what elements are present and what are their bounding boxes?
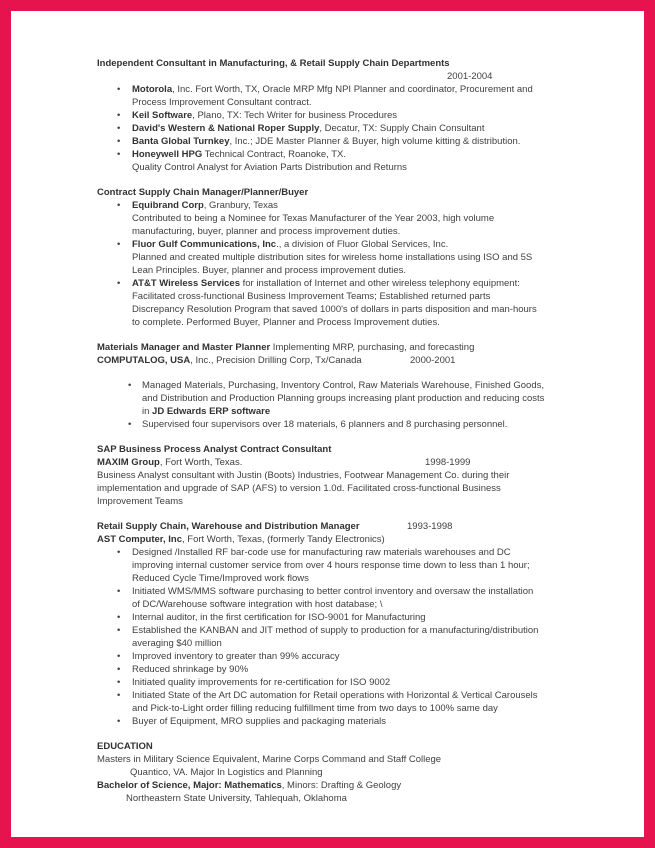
bullet-item-continuation: Contributed to being a Nominee for Texas Manufacturer of the Year 2003, high volume (132, 213, 495, 224)
body-line: Improvement Teams (97, 496, 183, 507)
bullet-icon: • (117, 136, 121, 147)
bullet-item-continuation: Process Improvement Consultant contract. (132, 97, 312, 108)
bullet-item: • Initiated WMS/MMS software purchasing to better control inventory and oversaw the installation (117, 586, 534, 597)
employer-line: 2000-2001 COMPUTALOG, USA, Inc., Precision Drilling Corp, Tx/Canada (97, 355, 456, 366)
education-line: Bachelor of Science, Major: Mathematics, Minors: Drafting & Geology (97, 780, 402, 791)
body-line: implementation and upgrade of SAP (AFS) to version 1.0d. Facilitated cross-functional Business (97, 483, 501, 494)
job-title-line: 1993-1998 Retail Supply Chain, Warehouse and Distribution Manager (97, 521, 453, 532)
employer-line: AST Computer, Inc, Fort Worth, Texas, (formerly Tandy Electronics) (97, 534, 385, 545)
date-range: 1993-1998 (407, 521, 453, 532)
bullet-icon: • (117, 200, 121, 211)
job-title-line: Materials Manager and Master Planner Implementing MRP, purchasing, and forecasting (97, 342, 475, 353)
bullet-item-continuation: to complete. Performed Buyer, Planner and Process Improvement duties. (132, 317, 440, 328)
bullet-item-continuation: Facilitated cross-functional Business Improvement Teams; Established returned parts (132, 291, 491, 302)
job-title-line: Contract Supply Chain Manager/Planner/Buyer (97, 187, 309, 198)
bullet-item: • Designed /Installed RF bar-code use for manufacturing raw materials warehouses and DC (117, 547, 511, 558)
bullet-item-continuation: manufacturing, buyer, planner and process improvement duties. (132, 226, 401, 237)
bullet-item: • AT&T Wireless Services for installation of Internet and other wireless telephony equipment: (117, 278, 520, 289)
education-heading: EDUCATION (97, 741, 153, 752)
bullet-item-continuation: Quality Control Analyst for Aviation Parts Distribution and Returns (132, 162, 407, 173)
bullet-icon: • (117, 586, 121, 597)
bullet-item: • Equibrand Corp, Granbury, Texas (117, 200, 278, 211)
spacer (95, 174, 624, 186)
bullet-icon: • (117, 278, 121, 289)
job-title-line: SAP Business Process Analyst Contract Consultant (97, 444, 332, 455)
bullet-item-continuation: improving internal customer service from over 4 hours response time down to less than 1 hour; (132, 560, 530, 571)
date-range: 2000-2001 (410, 355, 456, 366)
bullet-item-continuation: Lean Principles. Buyer, planner and process improvement duties. (132, 265, 407, 276)
bullet-item-continuation: Planned and created multiple distribution sites for wireless home installations using ISO and 5S (132, 252, 533, 263)
bullet-item-continuation: of DC/Warehouse software integration with host database; \ (132, 599, 383, 610)
bullet-item: • Fluor Gulf Communications, Inc., a division of Fluor Global Services, Inc. (117, 239, 449, 250)
bullet-icon: • (128, 419, 132, 430)
bullet-item-continuation: and Pick-to-Light order filling reducing fulfillment time from two days to 100% same day (132, 703, 498, 714)
bullet-item-continuation: Discrepancy Resolution Program that saved 1000's of dollars in parts disposition and man-hours (132, 304, 537, 315)
date-range: 2001-2004 (447, 71, 493, 82)
bullet-icon: • (117, 110, 121, 121)
bullet-icon: • (128, 380, 132, 391)
bullet-icon: • (117, 716, 121, 727)
bullet-item-continuation: averaging $40 million (132, 638, 222, 649)
spacer (95, 431, 624, 443)
bullet-icon: • (117, 664, 121, 675)
bullet-item: • Initiated quality improvements for re-certification for ISO 9002 (117, 677, 391, 688)
bullet-icon: • (117, 149, 121, 160)
bullet-item: • Established the KANBAN and JIT method of supply to production for a manufacturing/distribution (117, 625, 539, 636)
bullet-item-continuation: in JD Edwards ERP software (142, 406, 271, 417)
bullet-item: • David's Western & National Roper Supply, Decatur, TX: Supply Chain Consultant (117, 123, 485, 134)
bullet-item: • Improved inventory to greater than 99% accuracy (117, 651, 340, 662)
spacer (95, 329, 624, 341)
bullet-icon: • (117, 84, 121, 95)
date-range: 1998-1999 (425, 457, 471, 468)
bullet-item: • Honeywell HPG Technical Contract, Roanoke, TX. (117, 149, 347, 160)
job-title-line: Independent Consultant in Manufacturing, & Retail Supply Chain Departments (97, 58, 450, 69)
bullet-icon: • (117, 651, 121, 662)
bullet-item: • Internal auditor, in the first certification for ISO-9001 for Manufacturing (117, 612, 426, 623)
bullet-item: • Supervised four supervisors over 18 materials, 6 planners and 8 purchasing personnel. (128, 419, 508, 430)
bullet-item-continuation: and Distribution and Production Planning groups increasing plant production and reducing costs (142, 393, 545, 404)
spacer (95, 728, 624, 740)
spacer (95, 508, 624, 520)
bullet-icon: • (117, 123, 121, 134)
spacer (95, 367, 624, 379)
bullet-item: • Banta Global Turnkey, Inc.; JDE Master Planner & Buyer, high volume kitting & distribution. (117, 136, 521, 147)
body-line: Business Analyst consultant with Justin (Boots) Industries, Footwear Management Co. during their (97, 470, 510, 481)
bullet-item: • Keil Software, Plano, TX: Tech Writer for business Procedures (117, 110, 398, 121)
bullet-icon: • (117, 690, 121, 701)
bullet-item: • Buyer of Equipment, MRO supplies and packaging materials (117, 716, 386, 727)
education-line: Masters in Military Science Equivalent, Marine Corps Command and Staff College (97, 754, 442, 765)
bullet-icon: • (117, 547, 121, 558)
bullet-item: • Motorola, Inc. Fort Worth, TX, Oracle MRP Mfg NPI Planner and coordinator, Procurement and (117, 84, 533, 95)
bullet-item: • Managed Materials, Purchasing, Inventory Control, Raw Materials Warehouse, Finished Goods, (128, 380, 545, 391)
bullet-item: • Reduced shrinkage by 90% (117, 664, 249, 675)
bullet-item: • Initiated State of the Art DC automation for Retail operations with Horizontal & Vertical Carousels (117, 690, 538, 701)
education-line: Northeastern State University, Tahlequah, Oklahoma (126, 793, 347, 804)
employer-line: 1998-1999 MAXIM Group, Fort Worth, Texas. (97, 457, 471, 468)
bullet-icon: • (117, 625, 121, 636)
resume-content (11, 11, 644, 805)
bullet-icon: • (117, 612, 121, 623)
bullet-item-continuation: Reduced Cycle Time/Improved work flows (132, 573, 309, 584)
bullet-icon: • (117, 677, 121, 688)
bullet-icon: • (117, 239, 121, 250)
education-line: Quantico, VA. Major In Logistics and Planning (130, 767, 323, 778)
